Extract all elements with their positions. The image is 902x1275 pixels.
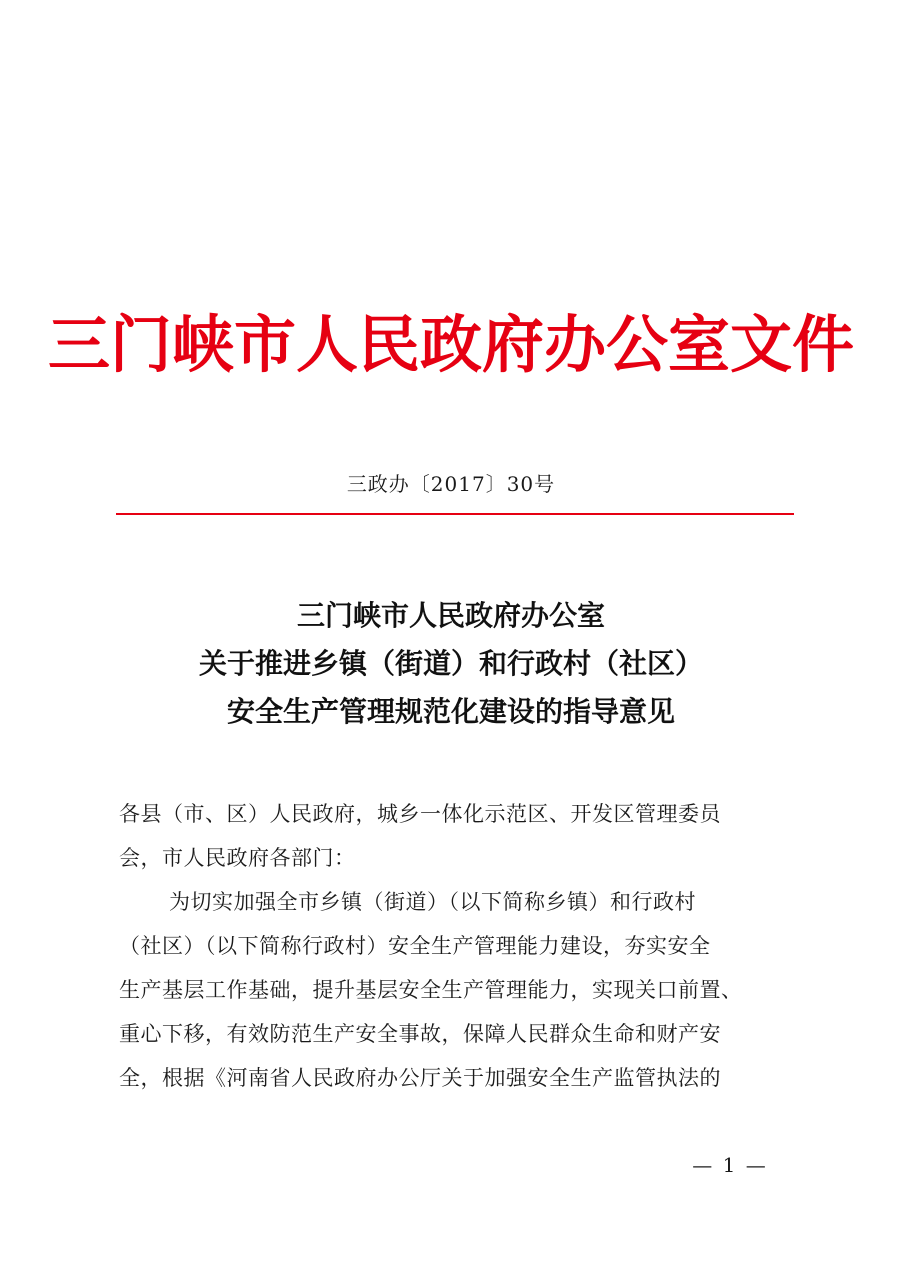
title-line: 安全生产管理规范化建设的指导意见	[226, 695, 675, 728]
addressee-line: 会，市人民政府各部门：	[119, 846, 356, 870]
issuer-header: 三门峡市人民政府办公室文件	[47, 308, 854, 381]
page-number: — 1 —	[692, 1153, 768, 1177]
document-body	[119, 792, 791, 1100]
addressee-line: 各县（市、区）人民政府，城乡一体化示范区、开发区管理委员	[119, 802, 721, 826]
title-line: 三门峡市人民政府办公室	[296, 599, 605, 632]
red-separator-line	[116, 513, 794, 515]
paragraph-line: （社区）（以下简称行政村）安全生产管理能力建设，夯实安全	[119, 934, 711, 958]
paragraph-line: 重心下移，有效防范生产安全事故，保障人民群众生命和财产安	[119, 1022, 721, 1046]
paragraph-line: 全，根据《河南省人民政府办公厅关于加强安全生产监管执法的	[119, 1066, 721, 1090]
title-line: 关于推进乡镇（街道）和行政村（社区）	[198, 647, 703, 680]
document-title	[0, 592, 902, 736]
paragraph-line: 生产基层工作基础，提升基层安全生产管理能力，实现关口前置、	[119, 978, 743, 1002]
document-number: 三政办〔2017〕30号	[346, 472, 556, 496]
paragraph-line: 为切实加强全市乡镇（街道）（以下简称乡镇）和行政村	[169, 890, 696, 914]
